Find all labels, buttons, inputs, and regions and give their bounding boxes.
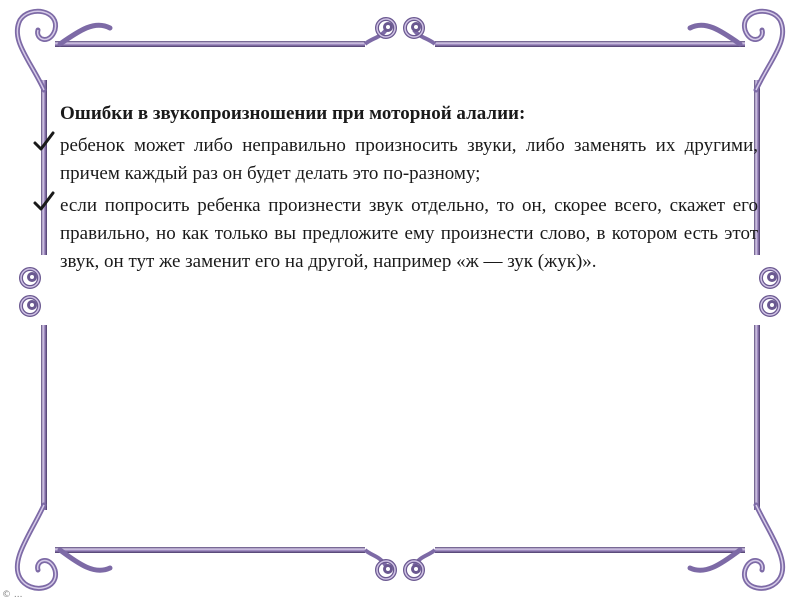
ornament-right-center: [761, 269, 779, 315]
checkmark-icon: [32, 129, 56, 153]
bullet-text: ребенок может либо неправильно произносить звуки, либо заменять их другими, причем каждый раз он будет делать это по-разному;: [60, 135, 758, 184]
corner-scroll-top-right: [690, 11, 783, 90]
corner-scroll-bottom-right: [690, 505, 783, 588]
slide-content: [60, 100, 758, 280]
bullet-text: если попросить ребенка произнести звук отдельно, то он, скорее всего, скажет его правильно, но как только вы предложите ему произнести слово, в котором есть этот звук, он тут же заменит его на другой, например «ж — зук (жук)».: [60, 195, 758, 272]
slide-heading: Ошибки в звукопроизношении при моторной алалии:: [60, 103, 526, 124]
ornament-left-center: [21, 269, 39, 315]
ornament-top-center: [365, 19, 435, 44]
ornament-bottom-center: [365, 550, 435, 579]
watermark-signature: © ...: [2, 590, 23, 600]
frame-top-bar: [55, 41, 365, 47]
frame-left-bar: [41, 80, 47, 255]
checkmark-icon: [32, 189, 56, 213]
bullet-item: [60, 132, 758, 188]
frame-bottom-bar: [55, 547, 365, 553]
corner-scroll-bottom-left: [17, 505, 110, 588]
corner-scroll-top-left: [17, 11, 110, 90]
bullet-item: [60, 192, 758, 276]
